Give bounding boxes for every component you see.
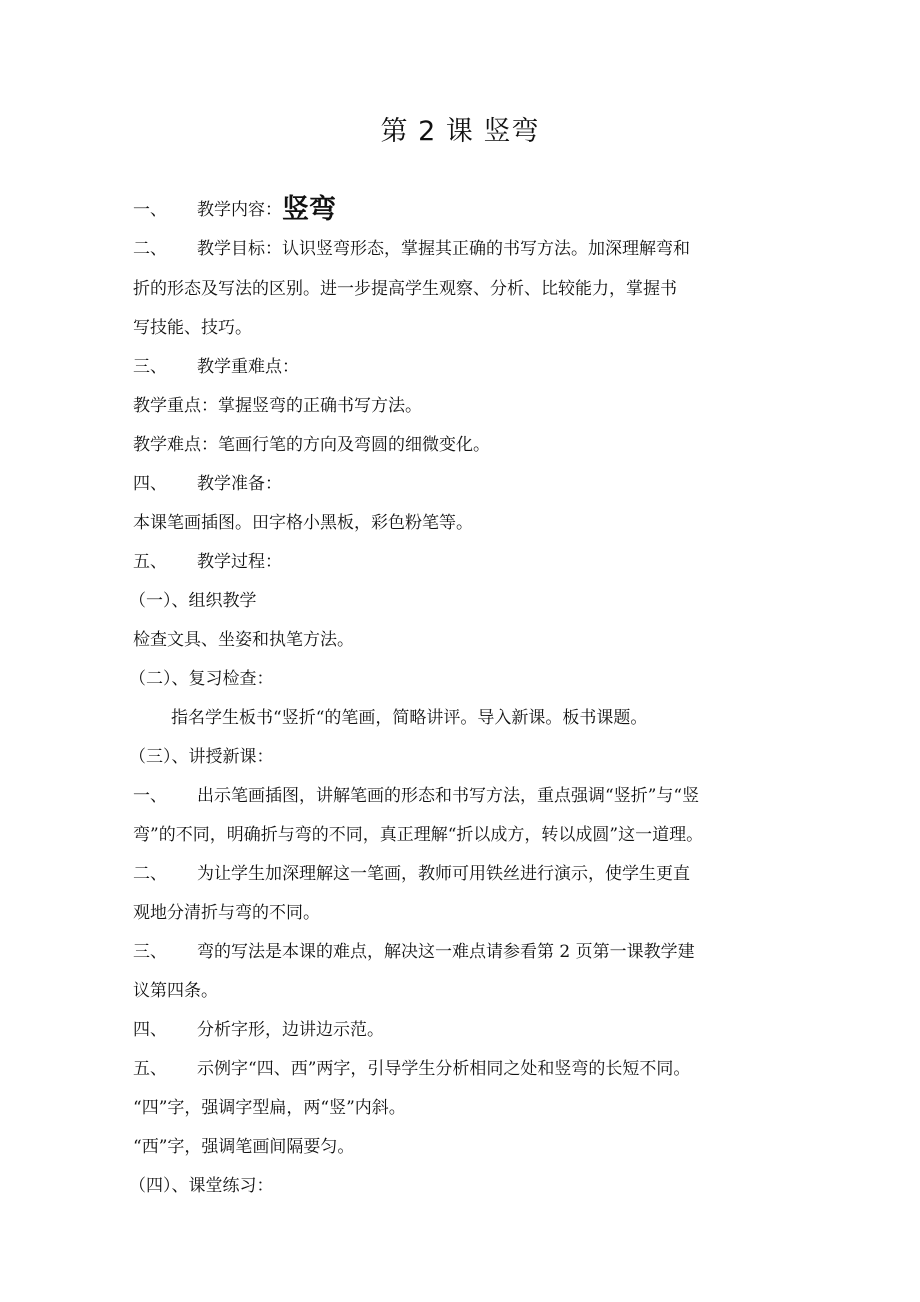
paragraph-line: 观地分清折与弯的不同。 [133,903,320,923]
numbered-item [133,1057,743,1081]
lesson-title: 第 2 课 竖弯 [380,116,540,147]
section-teaching-content [133,194,743,225]
section-number: 四、 [133,474,167,494]
section-number: 二、 [133,239,167,259]
section-preparation [133,472,743,496]
paragraph-text: 出示笔画插图，讲解笔画的形态和书写方法，重点强调“竖折”与“竖 [197,786,700,806]
paragraph-text: 为让学生加深理解这一笔画，教师可用铁丝进行演示，使学生更直 [197,864,690,884]
section-number: 三、 [133,357,167,377]
item-number: 三、 [133,942,167,962]
subsection-heading: （一）、组织教学 [129,591,257,611]
paragraph-line: 弯”的不同，明确折与弯的不同，真正理解“折以成方，转以成圆”这一道理。 [133,825,704,845]
section-label: 教学重难点： [197,357,299,377]
paragraph-line: “四”字，强调字型扁，两“竖”内斜。 [133,1098,406,1118]
section-number: 一、 [133,200,167,220]
subsection-heading: （三）、讲授新课： [129,747,274,767]
section-key-points [133,355,743,379]
paragraph-line: 检查文具、坐姿和执笔方法。 [133,630,354,650]
item-number: 二、 [133,864,167,884]
paragraph-text: 分析字形，边讲边示范。 [197,1020,384,1040]
numbered-item [133,940,743,964]
section-label: 教学内容： [197,200,282,220]
subsection-heading: （四）、课堂练习： [129,1176,274,1196]
section-label: 教学过程： [197,552,282,572]
numbered-item [133,862,743,886]
numbered-item [133,784,743,808]
paragraph-line: “西”字，强调笔画间隔要匀。 [133,1137,355,1157]
numbered-item [133,1018,743,1042]
section-teaching-goals [133,237,743,261]
paragraph-text: 示例字“四、西”两字，引导学生分析相同之处和竖弯的长短不同。 [197,1059,691,1079]
item-number: 五、 [133,1059,167,1079]
item-number: 一、 [133,786,167,806]
item-number: 四、 [133,1020,167,1040]
paragraph-line: 指名学生板书“竖折“的笔画，简略讲评。导入新课。板书课题。 [171,708,648,728]
paragraph-line: 教学难点：笔画行笔的方向及弯圆的细微变化。 [133,435,490,455]
paragraph-line: 教学重点：掌握竖弯的正确书写方法。 [133,396,422,416]
paragraph-text: 教学目标：认识竖弯形态，掌握其正确的书写方法。加深理解弯和 [197,239,690,259]
paragraph-line: 折的形态及写法的区别。进一步提高学生观察、分析、比较能力，掌握书 [133,279,677,299]
subsection-heading: （二）、复习检查： [129,669,274,689]
section-number: 五、 [133,552,167,572]
section-label: 教学准备： [197,474,282,494]
section-process [133,550,743,574]
paragraph-text: 弯的写法是本课的难点，解决这一难点请参看第 2 页第一课教学建 [197,942,695,962]
lesson-stroke-name: 竖弯 [282,194,336,225]
paragraph-line: 议第四条。 [133,981,218,1001]
paragraph-line: 本课笔画插图。田字格小黑板，彩色粉笔等。 [133,513,473,533]
paragraph-line: 写技能、技巧。 [133,318,252,338]
